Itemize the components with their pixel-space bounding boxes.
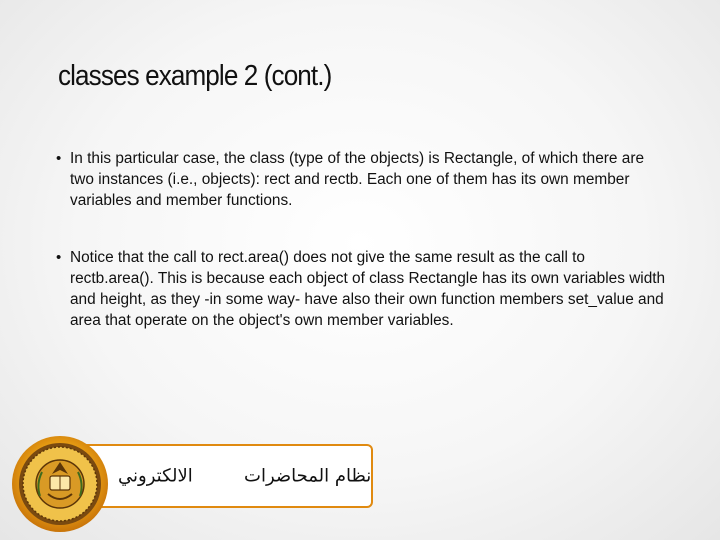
bullet-list [56, 148, 668, 331]
bullet-marker: • [56, 150, 62, 167]
footer-text-electronic: الالكتروني [118, 465, 193, 487]
slide-title: classes example 2 (cont.) [58, 60, 332, 92]
footer-text-lecture-system: نظام المحاضرات [244, 465, 372, 487]
bullet-text: Notice that the call to rect.area() does not give the same result as the call to rectb.area(). This is because each object of class Rectangle has its own variables width and height, as they -in some way- have also their own function members set_value and area that operate on the object's own member variables. [70, 249, 666, 329]
university-seal-icon [10, 434, 110, 534]
bullet-marker: • [56, 249, 62, 266]
bullet-item-1 [56, 148, 668, 211]
bullet-text: In this particular case, the class (type of the objects) is Rectangle, of which there are two instances (i.e., objects): rect and rectb. Each one of them has its own member variables and member functions. [70, 150, 645, 209]
bullet-item-2 [56, 247, 668, 331]
